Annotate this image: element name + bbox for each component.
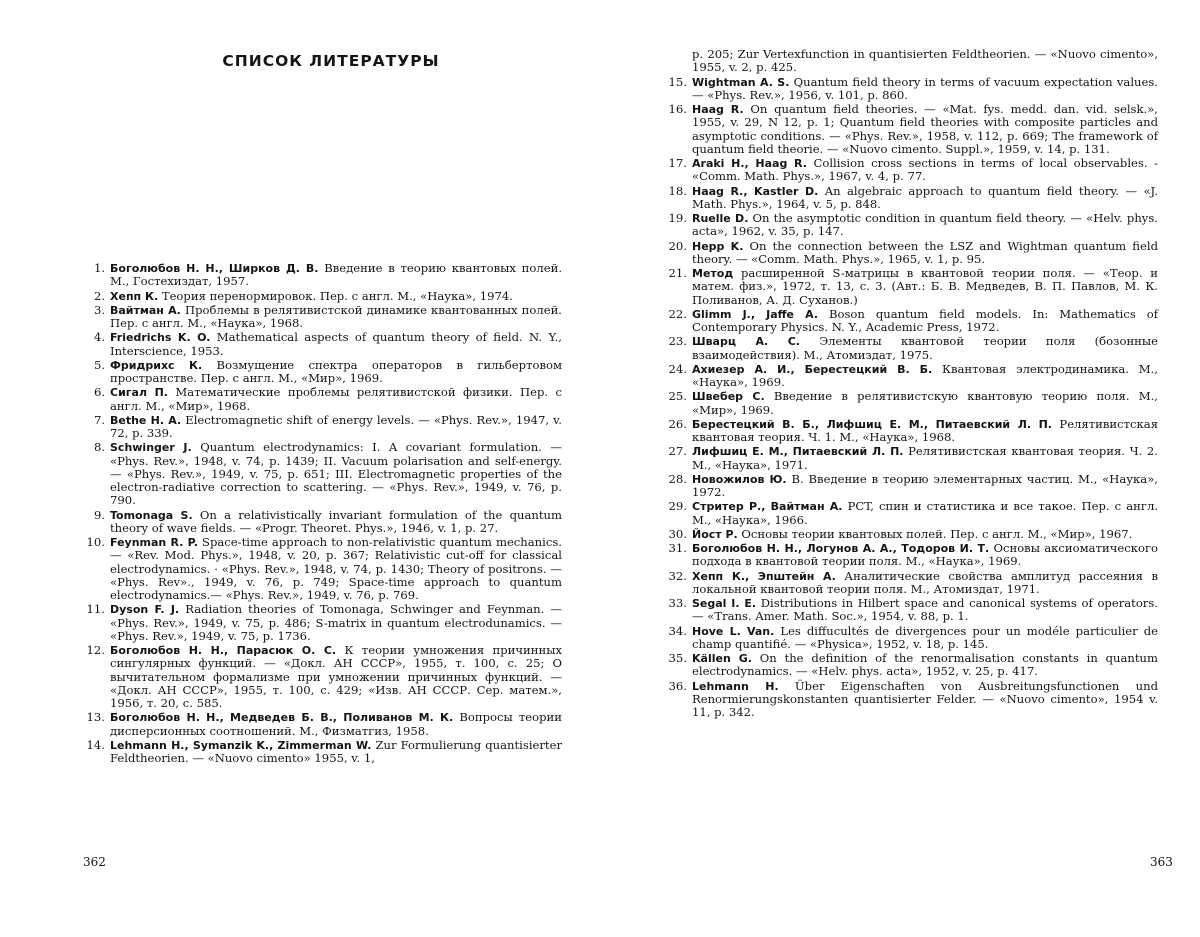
entry-citation: Возмущение спектра операторов в гильбертовом пространстве. Пер. с англ. М., «Мир», 1969. xyxy=(110,357,562,385)
entry-text xyxy=(110,711,562,738)
entry-number: 10. xyxy=(86,535,105,549)
entry-authors: Araki H., Haag R. xyxy=(692,157,807,170)
bibliography-entry xyxy=(84,386,562,413)
bibliography-entry xyxy=(662,185,1158,212)
bibliography-entry xyxy=(662,240,1158,267)
entry-authors: Шварц А. С. xyxy=(692,335,800,349)
entry-citation: Релятивистская квантовая теория. Ч. 1. М., «Наука», 1968. xyxy=(692,416,1159,444)
entry-authors: Лифшиц Е. М., Питаевский Л. П. xyxy=(692,445,904,459)
entry-authors: Ruelle D. xyxy=(692,212,749,225)
entry-authors: Боголюбов Н. Н., Ширков Д. В. xyxy=(110,262,319,275)
entry-citation: Les diffucultés de divergences pour un modéle particulier de champ quantifié. — «Physica», 1952, v. 18, p. 145. xyxy=(692,623,1158,651)
entry-citation: Основы аксиоматического подхода в квантовой теории поля. М., «Наука», 1969. xyxy=(692,541,1158,569)
entry-text xyxy=(692,473,1158,500)
entry-authors: Schwinger J. xyxy=(110,441,192,455)
entry-number: 28. xyxy=(668,471,687,486)
entry-authors: Feynman R. P. xyxy=(110,536,198,549)
entry-citation: On the definition of the renormalisation constants in quantum electrodynamics. — «Helv. phys. acta», 1952, v. 25, p. 417. xyxy=(692,651,1158,679)
entry-number: 4. xyxy=(93,330,105,345)
entry-authors: Segal I. E. xyxy=(692,597,757,610)
bibliography-entry xyxy=(84,603,562,643)
entry-text xyxy=(110,603,562,643)
bibliography-entry xyxy=(662,625,1158,652)
entry-citation: Введение в теорию квантовых полей. М., Гостехиздат, 1957. xyxy=(110,261,563,289)
entry-citation: Вопросы теории дисперсионных соотношений. М., Физматгиз, 1958. xyxy=(110,710,562,738)
entry-citation: В. Введение в теорию элементарных частиц. М., «Наука», 1972. xyxy=(692,471,1158,499)
entry-number: 17. xyxy=(668,156,687,170)
bibliography-entry xyxy=(84,290,562,303)
entry-number: 35. xyxy=(668,651,687,665)
entry-authors: Йост Р. xyxy=(692,527,738,541)
entry-text xyxy=(110,262,562,289)
page-number-left: 362 xyxy=(83,855,106,869)
entry-number: 29. xyxy=(668,499,687,514)
entry-number: 1. xyxy=(93,261,105,275)
entry-number: 7. xyxy=(93,412,105,427)
entry-text xyxy=(110,359,562,386)
bibliography-entry xyxy=(84,304,562,331)
bibliography-entry xyxy=(662,267,1158,307)
bibliography-entry xyxy=(662,103,1158,156)
entry-authors: Dyson F. J. xyxy=(110,603,180,617)
entry-number: 30. xyxy=(668,526,687,541)
bibliography-entry xyxy=(84,711,562,738)
entry-authors: Hove L. Van. xyxy=(692,624,775,638)
entry-authors: Haag R. xyxy=(692,103,744,116)
entry-text xyxy=(692,542,1158,569)
entry-text xyxy=(692,212,1158,239)
entry-text xyxy=(692,240,1158,267)
entry-citation: Теория перенормировок. Пер. с англ. М., «Наука», 1974. xyxy=(158,288,513,303)
entry-authors: Швебер С. xyxy=(692,390,765,404)
entry-authors: Glimm J., Jaffe A. xyxy=(692,307,819,321)
entry-text xyxy=(692,390,1158,417)
bibliography-entry xyxy=(662,212,1158,239)
entry-text xyxy=(692,267,1158,307)
entry-number: 14. xyxy=(86,737,105,752)
bibliography-entry xyxy=(662,570,1158,597)
page-title: СПИСОК ЛИТЕРАТУРЫ xyxy=(222,52,440,70)
entry-authors: Хепп К. xyxy=(110,289,159,303)
entry-text xyxy=(692,528,1158,541)
entry-citation: Quantum electrodynamics: I. A covariant formulation. — «Phys. Rev.», 1948, v. 74, p. 1439; II. Vacuum polarisation and self-energy. — «Phys. Rev.», 1949, v. 75, p. 651; III. Electromagnetic properties of the electron-radiative correction to scattering. — «Phys. Rev.», 1949, v. 76, p. 790. xyxy=(110,440,562,508)
entry-text xyxy=(110,536,562,602)
bibliography-entry xyxy=(84,414,562,441)
entry-text xyxy=(110,386,562,413)
entry-citation: Über Eigenschaften von Ausbreitungsfunctionen und Renormierungskonstanten quantisierter Felder. — «Nuovo cimento», 1954 v. 11, p. 342. xyxy=(692,678,1159,719)
entry-citation: Квантовая электродинамика. М., «Наука», 1969. xyxy=(692,361,1158,389)
entry-number: 5. xyxy=(93,357,105,372)
entry-authors: Фридрихс К. xyxy=(110,358,203,372)
entry-text xyxy=(110,414,562,441)
entry-text xyxy=(110,644,562,710)
entry-number: 2. xyxy=(93,288,105,303)
entry-number: 27. xyxy=(668,444,687,459)
entry-citation: Элементы квантовой теории поля (бозонные взаимодействия). М., Атомиздат, 1975. xyxy=(692,334,1158,362)
entry-citation: Zur Formulierung quantisierter Feldtheorien. — «Nuovo cimento» 1955, v. 1, xyxy=(110,737,562,765)
entry-number: 23. xyxy=(668,334,687,349)
right-page xyxy=(600,0,1200,937)
entry-number: 22. xyxy=(668,306,687,321)
entry-text xyxy=(110,441,562,507)
entry-citation: On a relativistically invariant formulation of the quantum theory of wave fields. — «Progr. Theoret. Phys.», 1946, v. 1, p. 27. xyxy=(110,507,562,535)
entry-authors: Вайтман А. xyxy=(110,303,181,317)
entry-text xyxy=(110,739,562,766)
entry-text xyxy=(692,418,1158,445)
entry-number: 20. xyxy=(668,238,687,253)
bibliography-entry xyxy=(662,680,1158,720)
entry-citation: Collision cross sections in terms of local observables. - «Comm. Math. Phys.», 1967, v. 4, p. 77. xyxy=(692,156,1158,184)
entry-text xyxy=(692,103,1158,156)
entry-authors: Сигал П. xyxy=(110,386,168,400)
bibliography-entry xyxy=(662,363,1158,390)
entry-text xyxy=(692,157,1158,184)
entry-citation: Quantum field theory in terms of vacuum expectation values. — «Phys. Rev.», 1956, v. 101, p. 860. xyxy=(692,74,1158,102)
entry-citation: On the connection between the LSZ and Wightman quantum field theory. — «Comm. Math. Phys.», 1965, v. 1, p. 95. xyxy=(692,238,1158,266)
bibliography-entry xyxy=(84,536,562,602)
bibliography-entry xyxy=(662,528,1158,541)
entry-number: 11. xyxy=(86,602,105,617)
bibliography-entry xyxy=(84,359,562,386)
entry-citation: Математические проблемы релятивистской физики. Пер. с англ. М., «Мир», 1968. xyxy=(110,385,562,413)
bibliography-entry xyxy=(84,441,562,507)
entry-number: 8. xyxy=(93,440,105,455)
entry-number: 36. xyxy=(668,678,687,693)
bibliography-list-left xyxy=(84,262,562,765)
bibliography-entry xyxy=(84,644,562,710)
entry-citation: Radiation theories of Tomonaga, Schwinger and Feynman. — «Phys. Rev.», 1949, v. 75, p. 486; S-matrix in quantum electrodunamics. — «Phys. Rev.», 1949, v. 75, p. 1736. xyxy=(110,602,562,643)
entry-citation: Electromagnetic shift of energy levels. — «Phys. Rev.», 1947, v. 72, p. 339. xyxy=(110,412,562,440)
entry-text xyxy=(692,185,1158,212)
entry-citation: PCT, спин и статистика и все такое. Пер. с англ. М., «Наука», 1966. xyxy=(692,499,1159,527)
bibliography-list-right xyxy=(662,48,1158,719)
entry-text: p. 205; Zur Vertexfunction in quantisierten Feldtheorien. — «Nuovo cimento», 1955, v. 2, p. 425. xyxy=(692,47,1158,75)
page-number-right: 363 xyxy=(1150,855,1173,869)
entry-number: 3. xyxy=(93,302,105,317)
bibliography-entry xyxy=(662,445,1158,472)
bibliography-entry xyxy=(662,542,1158,569)
entry-text xyxy=(692,76,1158,103)
entry-authors: Lehmann H. xyxy=(692,679,779,693)
entry-number: 31. xyxy=(668,541,687,555)
entry-authors: Källen G. xyxy=(692,652,752,665)
bibliography-entry xyxy=(662,390,1158,417)
entry-authors: Боголюбов Н. Н., Парасюк О. С. xyxy=(110,644,337,657)
entry-authors: Wightman A. S. xyxy=(692,75,790,89)
entry-text xyxy=(692,625,1158,652)
entry-citation: Boson quantum field models. In: Mathematics of Contemporary Physics. N. Y., Academic Press, 1972. xyxy=(692,306,1158,334)
entry-citation: Проблемы в релятивистской динамике квантованных полей. Пер. с англ. М., «Наука», 1968. xyxy=(110,302,562,330)
entry-authors: Haag R., Kastler D. xyxy=(692,184,819,198)
entry-citation: Mathematical aspects of quantum theory of field. N. Y., Interscience, 1953. xyxy=(110,330,562,358)
entry-authors: Hepp K. xyxy=(692,239,744,253)
bibliography-entry xyxy=(662,500,1158,527)
entry-number: 16. xyxy=(668,102,687,116)
entry-citation: An algebraic approach to quantum field theory. — «J. Math. Phys.», 1964, v. 5, p. 848. xyxy=(692,183,1158,211)
entry-citation: расширенной S-матрицы в квантовой теории поля. — «Теор. и матем. физ.», 1972, т. 13, с. 3. (Авт.: Б. В. Медведев, В. П. Павлов, М. К. Поливанов, А. Д. Суханов.) xyxy=(692,266,1158,307)
entry-number: 32. xyxy=(668,568,687,583)
entry-authors: Bethe H. A. xyxy=(110,413,182,427)
entry-number: 34. xyxy=(668,623,687,638)
entry-number: 18. xyxy=(668,183,687,198)
entry-text xyxy=(692,680,1158,720)
entry-citation: Релятивистская квантовая теория. Ч. 2. М., «Наука», 1971. xyxy=(692,444,1158,472)
entry-number: 33. xyxy=(668,596,687,610)
entry-authors: Хепп К., Эпштейн А. xyxy=(692,569,836,583)
bibliography-entry xyxy=(662,308,1158,335)
entry-citation: Введение в релятивистскую квантовую теорию поля. М., «Мир», 1969. xyxy=(692,389,1158,417)
entry-number: 12. xyxy=(86,643,105,657)
entry-authors: Lehmann H., Symanzik K., Zimmerman W. xyxy=(110,738,372,752)
entry-authors: Стритер Р., Вайтман А. xyxy=(692,500,843,514)
bibliography-entry xyxy=(662,473,1158,500)
bibliography-entry xyxy=(84,331,562,358)
entry-authors: Берестецкий В. Б., Лифшиц Е. М., Питаевский Л. П. xyxy=(692,417,1052,431)
entry-text xyxy=(692,652,1158,679)
entry-number: 26. xyxy=(668,416,687,431)
entry-authors: Боголюбов Н. Н., Медведев Б. В., Поливанов М. К. xyxy=(110,711,454,725)
entry-text xyxy=(110,290,562,303)
entry-citation: Distributions in Hilbert space and canonical systems of operators. — «Trans. Amer. Math. Soc.», 1954, v. 88, p. 1. xyxy=(692,596,1158,624)
entry-number: 24. xyxy=(668,361,687,376)
entry-citation: Space-time approach to non-relativistic quantum mechanics. — «Rev. Mod. Phys.», 1948, v. 20, p. 367; Relativistic cut-off for classical electrodynamics. · «Phys. Rev.», 1948, v. 74, p. 1430; Theory of positrons. — «Phys. Rev»., 1949, v. 76, p. 749; Space-time approach to quantum electrodynamics.— «Phys. Rev.», 1949, v. 76, p. 769. xyxy=(110,535,562,602)
bibliography-entry xyxy=(662,652,1158,679)
entry-text xyxy=(110,509,562,536)
bibliography-entry xyxy=(84,739,562,766)
entry-text xyxy=(692,445,1158,472)
bibliography-entry xyxy=(662,418,1158,445)
entry-number: 15. xyxy=(668,74,687,89)
entry-authors: Friedrichs K. O. xyxy=(110,331,211,345)
entry-text xyxy=(110,331,562,358)
entry-citation: К теории умножения причинных сингулярных функций. — «Докл. АН СССР», 1955, т. 100, с. 25; О вычитательном формализме при умножении причинных функций. — «Докл. АН СССР», 1955, т. 100, с. 429; «Изв. АН СССР. Сер. матем.», 1956, т. 20, с. 585. xyxy=(110,643,562,710)
entry-number: 25. xyxy=(668,389,687,404)
bibliography-entry xyxy=(662,335,1158,362)
entry-authors: Метод xyxy=(692,267,734,280)
entry-text xyxy=(692,335,1158,362)
bibliography-entry xyxy=(662,76,1158,103)
bibliography-entry xyxy=(84,262,562,289)
entry-authors: Ахиезер А. И., Берестецкий В. Б. xyxy=(692,362,933,376)
entry-text xyxy=(692,597,1158,624)
bibliography-entry xyxy=(84,509,562,536)
entry-text xyxy=(692,500,1158,527)
entry-number: 6. xyxy=(93,385,105,400)
entry-citation: Основы теории квантовых полей. Пер. с англ. М., «Мир», 1967. xyxy=(737,526,1133,541)
entry-authors: Новожилов Ю. xyxy=(692,472,787,486)
entry-text xyxy=(692,570,1158,597)
entry-citation: Аналитические свойства амплитуд рассеяния в локальной квантовой теории поля. М., Атомиздат, 1971. xyxy=(692,568,1158,596)
entry-citation: On quantum field theories. — «Mat. fys. medd. dan. vid. selsk.», 1955, v. 29, N 12, p. 1; Quantum field theories with composite particles and asymptotic conditions. — «Phys. Rev.», 1958, v. 112, p. 669; The framework of quantum field theorie. — «Nuovo cimento. Suppl.», 1959, v. 14, p. 131. xyxy=(692,102,1158,156)
entry-number: 13. xyxy=(86,710,105,725)
entry-number: 21. xyxy=(668,266,687,280)
entry-number: 19. xyxy=(668,211,687,225)
entry-text xyxy=(692,363,1158,390)
entry-text xyxy=(692,308,1158,335)
bibliography-entry xyxy=(662,597,1158,624)
entry-text xyxy=(110,304,562,331)
bibliography-entry-continuation xyxy=(662,48,1158,75)
entry-authors: Tomonaga S. xyxy=(110,508,193,522)
entry-citation: On the asymptotic condition in quantum field theory. — «Helv. phys. acta», 1962, v. 35, p. 147. xyxy=(692,211,1158,239)
bibliography-entry xyxy=(662,157,1158,184)
entry-authors: Боголюбов Н. Н., Логунов А. А., Тодоров И. Т. xyxy=(692,542,990,555)
entry-number: 9. xyxy=(93,507,105,522)
